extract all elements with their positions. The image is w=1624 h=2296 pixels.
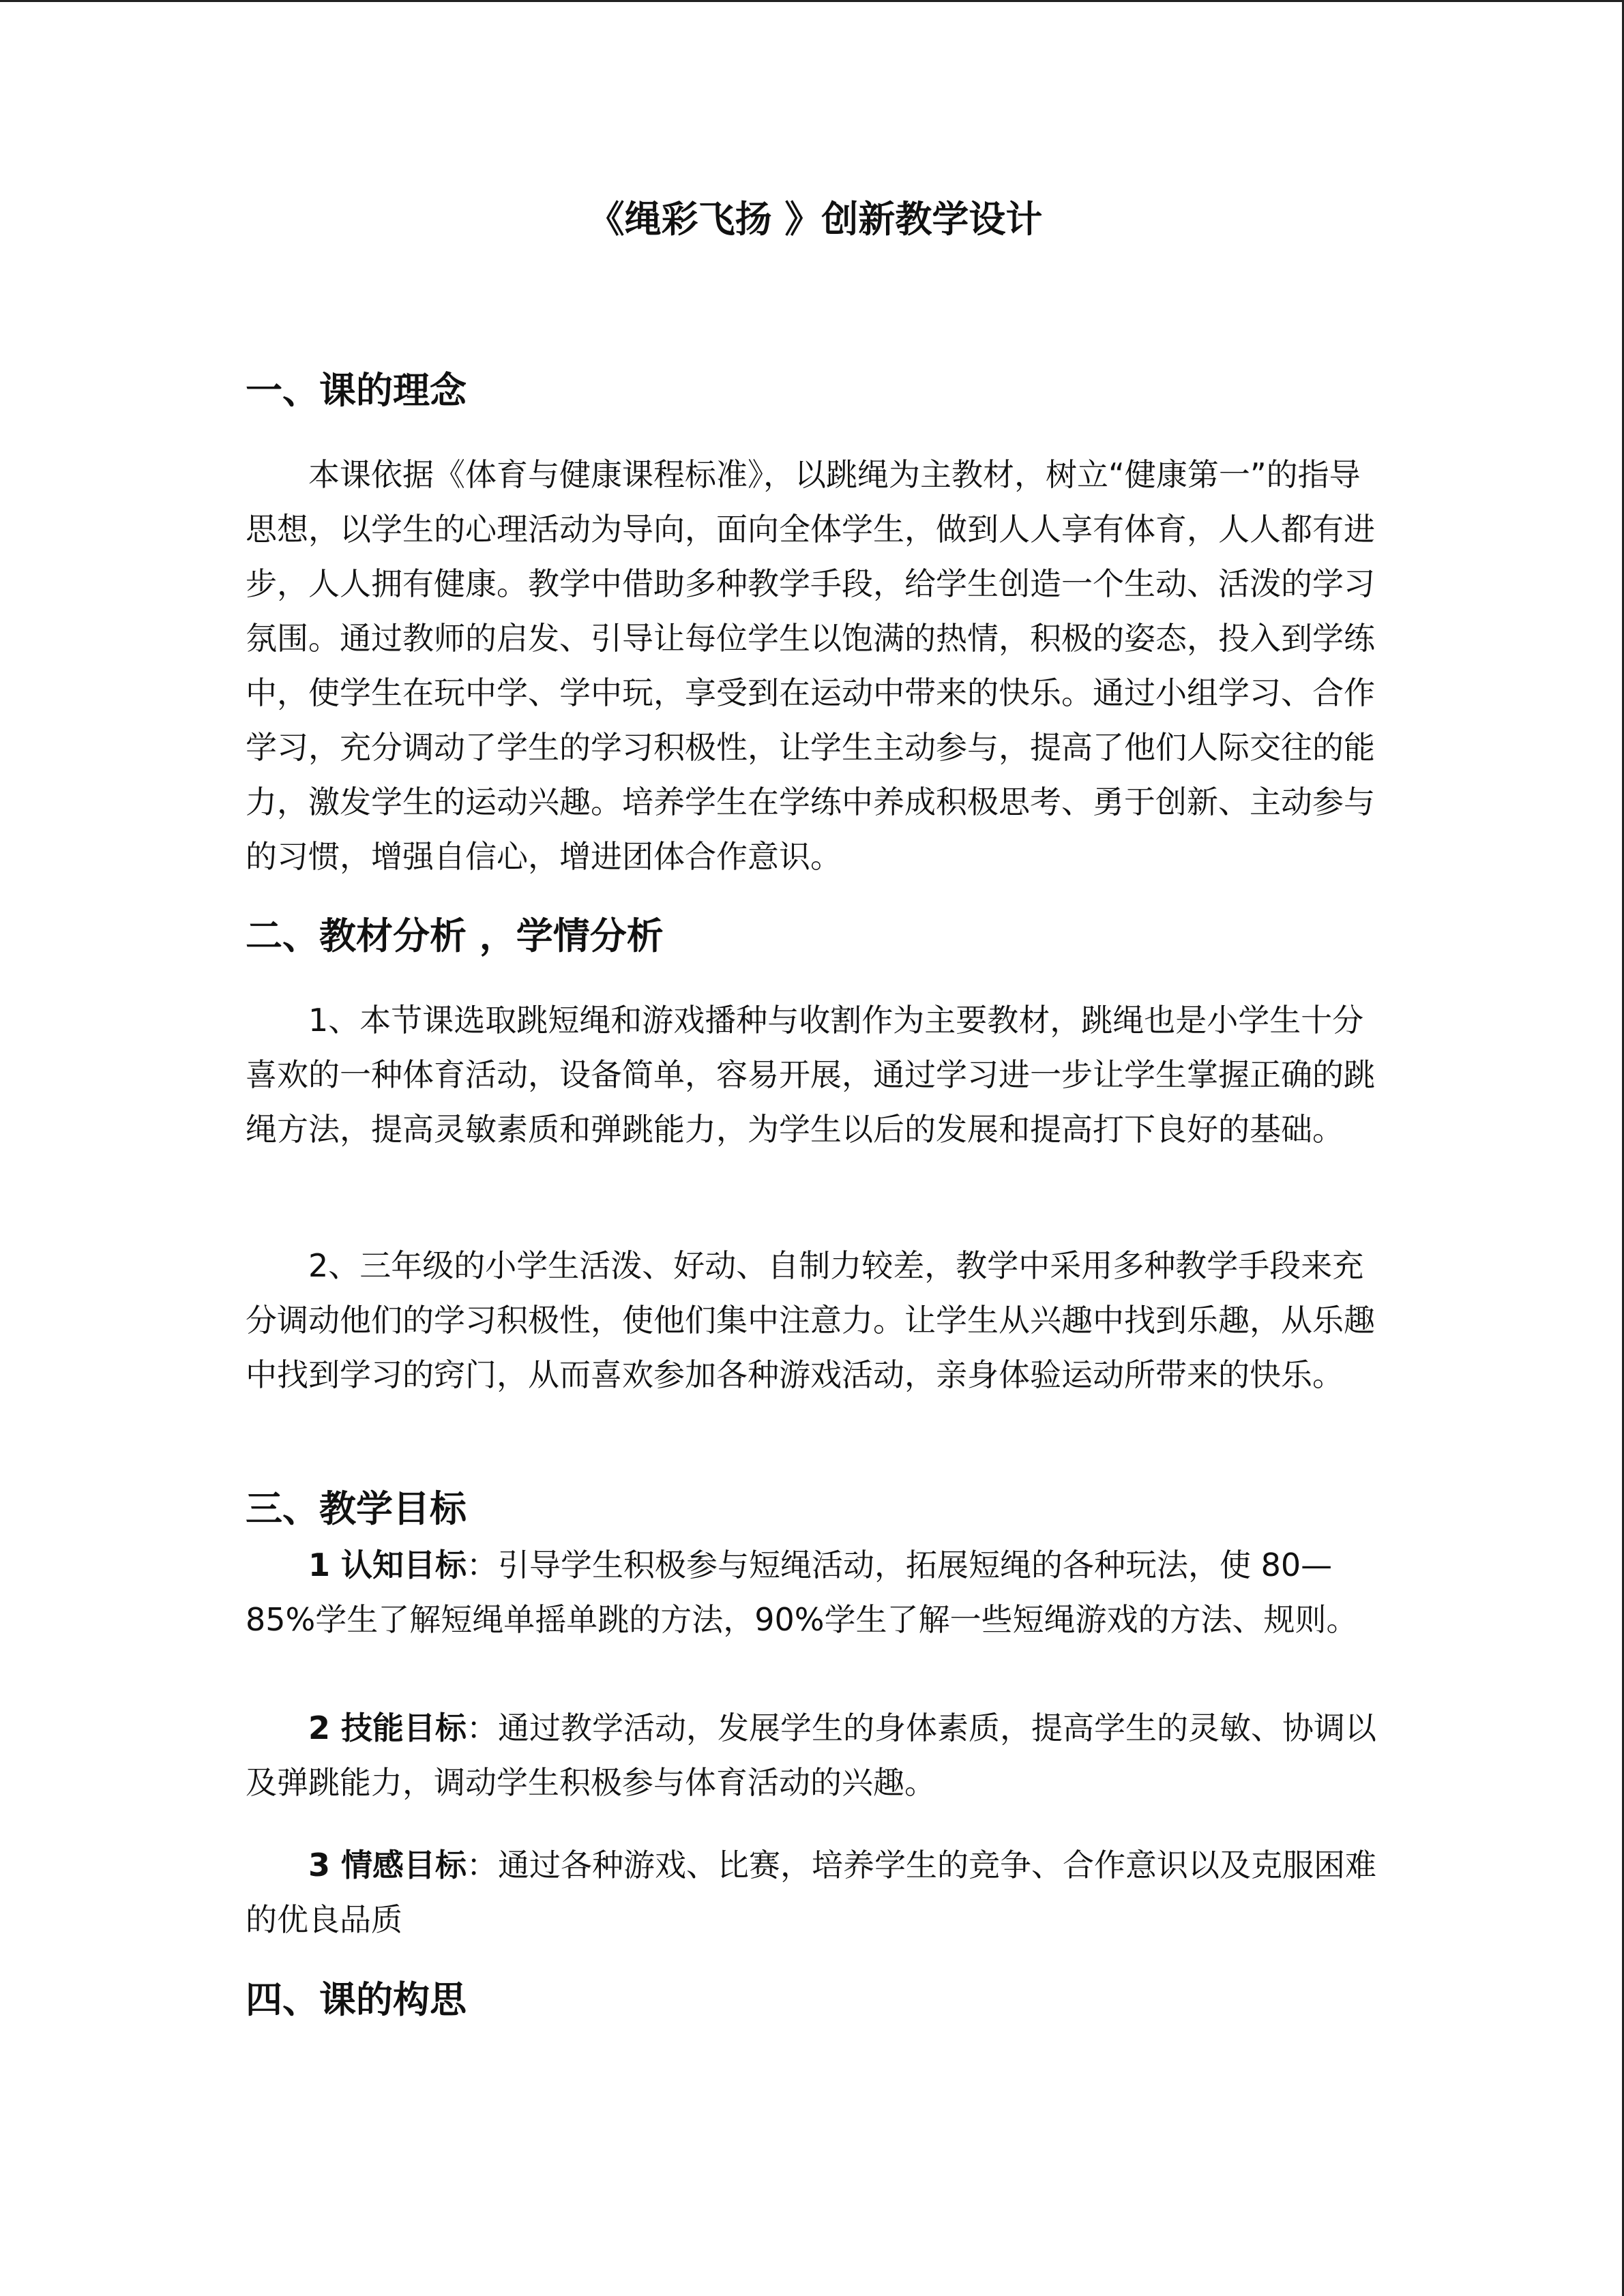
objective-skill-text: ：通过教学活动，发展学生的身体素质，提高学生的灵敏、协调以及弹跳能力，调动学生积极参与体育活动的兴趣。: [246, 1710, 1377, 1801]
document-title: 《绳彩飞扬 》创新教学设计: [587, 198, 1043, 241]
section-heading-objectives: 三、教学目标: [246, 1487, 467, 1530]
section-heading-analysis: 二、教材分析 ，学情分析: [246, 914, 664, 957]
objective-emotion-text: ：通过各种游戏、比赛，培养学生的竞争、合作意识以及克服困难的优良品质: [246, 1847, 1377, 1938]
objective-cognitive: [246, 1538, 1378, 1647]
objective-skill: [246, 1701, 1378, 1810]
analysis-paragraph-1: 1、本节课选取跳短绳和游戏播种与收割作为主要教材，跳绳也是小学生十分喜欢的一种体育活动，设备简单，容易开展，通过学习进一步让学生掌握正确的跳绳方法，提高灵敏素质和弹跳能力，为学生以后的发展和提高打下良好的基础。: [246, 1002, 1375, 1148]
section-heading-concept: 一、课的理念: [246, 369, 467, 412]
objective-skill-label: 2 技能目标: [308, 1710, 467, 1746]
objective-cognitive-text: ：引导学生积极参与短绳活动，拓展短绳的各种玩法，使 80—85%学生了解短绳单摇单跳的方法，90%学生了解一些短绳游戏的方法、规则。: [246, 1547, 1358, 1638]
concept-paragraph: 本课依据《体育与健康课程标准》，以跳绳为主教材，树立“健康第一”的指导思想，以学生的心理活动为导向，面向全体学生，做到人人享有体育，人人都有进步，人人拥有健康。教学中借助多种教学手段，给学生创造一个生动、活泼的学习氛围。通过教师的启发、引导让每位学生以饱满的热情，积极的姿态，投入到学练中，使学生在玩中学、学中玩，享受到在运动中带来的快乐。通过小组学习、合作学习，充分调动了学生的学习积极性，让学生主动参与，提高了他们人际交往的能力，激发学生的运动兴趣。培养学生在学练中养成积极思考、勇于创新、主动参与的习惯，增强自信心，增进团体合作意识。: [246, 456, 1375, 875]
objective-emotion-label: 3 情感目标: [308, 1847, 467, 1883]
objective-cognitive-label: 1 认知目标: [308, 1547, 467, 1583]
section-heading-design: 四、课的构思: [246, 1978, 467, 2021]
objective-emotion: [246, 1838, 1378, 1947]
analysis-paragraph-2: 2、三年级的小学生活泼、好动、自制力较差，教学中采用多种教学手段来充分调动他们的学习积极性，使他们集中注意力。让学生从兴趣中找到乐趣，从乐趣中找到学习的窍门，从而喜欢参加各种游戏活动，亲身体验运动所带来的快乐。: [246, 1247, 1375, 1393]
page-border-top: [0, 0, 1624, 2]
